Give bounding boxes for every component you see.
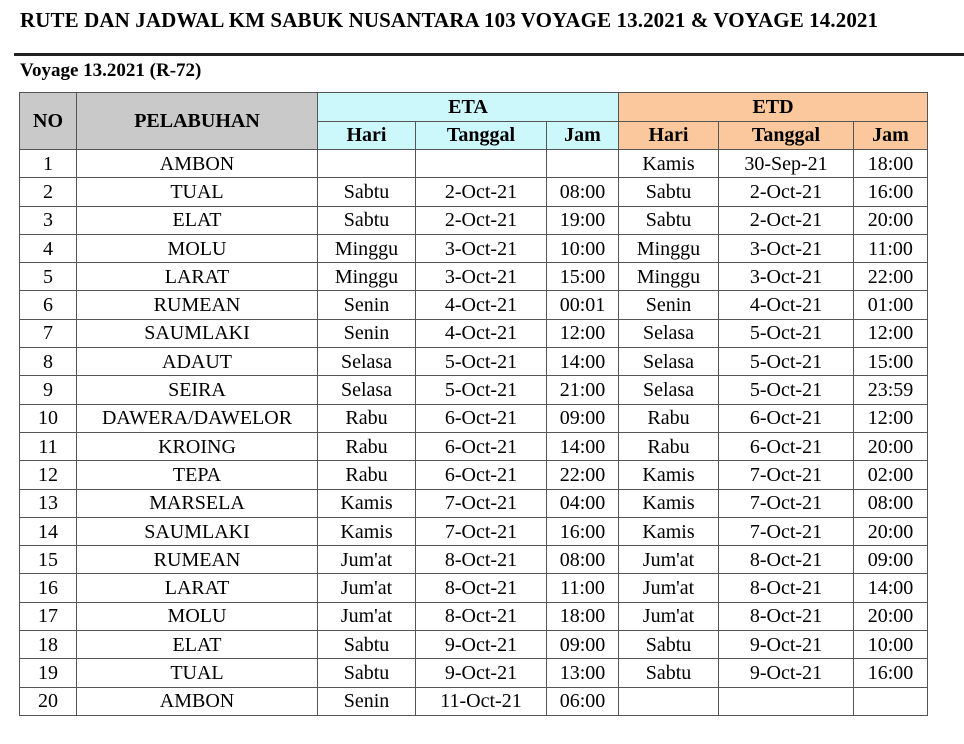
header-etd: ETD — [619, 93, 928, 122]
cell-eta-day: Selasa — [318, 376, 416, 404]
cell-eta-day: Sabtu — [318, 631, 416, 659]
table-row — [20, 517, 928, 545]
table-row — [20, 319, 928, 347]
cell-eta-date: 5-Oct-21 — [416, 348, 547, 376]
table-row — [20, 178, 928, 206]
table-row — [20, 602, 928, 630]
cell-etd-date: 7-Oct-21 — [719, 461, 854, 489]
table-row — [20, 348, 928, 376]
cell-port: AMBON — [77, 150, 318, 178]
cell-eta-date: 7-Oct-21 — [416, 489, 547, 517]
cell-etd-time: 02:00 — [854, 461, 928, 489]
cell-eta-day: Kamis — [318, 517, 416, 545]
cell-etd-day: Jum'at — [619, 574, 719, 602]
cell-eta-date: 7-Oct-21 — [416, 517, 547, 545]
cell-eta-time: 12:00 — [547, 319, 619, 347]
cell-eta-date: 2-Oct-21 — [416, 178, 547, 206]
cell-eta-day: Minggu — [318, 234, 416, 262]
cell-eta-day: Rabu — [318, 461, 416, 489]
cell-eta-date: 9-Oct-21 — [416, 659, 547, 687]
cell-etd-day: Sabtu — [619, 631, 719, 659]
cell-etd-date: 7-Oct-21 — [719, 489, 854, 517]
cell-eta-date: 8-Oct-21 — [416, 546, 547, 574]
cell-etd-day: Minggu — [619, 234, 719, 262]
cell-etd-day: Minggu — [619, 263, 719, 291]
cell-etd-date: 6-Oct-21 — [719, 404, 854, 432]
table-row — [20, 687, 928, 715]
cell-etd-date: 9-Oct-21 — [719, 659, 854, 687]
cell-etd-time: 16:00 — [854, 659, 928, 687]
header-etd-date: Tanggal — [719, 122, 854, 150]
cell-eta-date — [416, 150, 547, 178]
cell-eta-time: 10:00 — [547, 234, 619, 262]
cell-etd-time: 20:00 — [854, 602, 928, 630]
table-row — [20, 150, 928, 178]
cell-etd-date: 3-Oct-21 — [719, 263, 854, 291]
cell-no: 15 — [20, 546, 77, 574]
cell-port: ADAUT — [77, 348, 318, 376]
header-etd-time: Jam — [854, 122, 928, 150]
cell-etd-time: 12:00 — [854, 319, 928, 347]
cell-eta-time — [547, 150, 619, 178]
cell-eta-day: Jum'at — [318, 546, 416, 574]
cell-etd-time: 20:00 — [854, 517, 928, 545]
cell-port: TUAL — [77, 659, 318, 687]
cell-etd-day: Rabu — [619, 404, 719, 432]
cell-eta-date: 3-Oct-21 — [416, 234, 547, 262]
cell-etd-day: Jum'at — [619, 546, 719, 574]
cell-eta-day: Senin — [318, 687, 416, 715]
table-row — [20, 263, 928, 291]
cell-no: 6 — [20, 291, 77, 319]
cell-etd-time: 22:00 — [854, 263, 928, 291]
cell-eta-day: Senin — [318, 291, 416, 319]
cell-etd-date: 30-Sep-21 — [719, 150, 854, 178]
cell-eta-date: 4-Oct-21 — [416, 291, 547, 319]
cell-eta-day: Kamis — [318, 489, 416, 517]
header-eta-time: Jam — [547, 122, 619, 150]
cell-eta-date: 6-Oct-21 — [416, 404, 547, 432]
cell-eta-date: 2-Oct-21 — [416, 206, 547, 234]
schedule-body — [20, 150, 928, 716]
cell-etd-time: 10:00 — [854, 631, 928, 659]
header-port: PELABUHAN — [77, 93, 318, 150]
cell-etd-time: 20:00 — [854, 206, 928, 234]
cell-no: 13 — [20, 489, 77, 517]
cell-no: 19 — [20, 659, 77, 687]
cell-no: 17 — [20, 602, 77, 630]
cell-eta-day: Sabtu — [318, 206, 416, 234]
table-row — [20, 404, 928, 432]
cell-eta-time: 04:00 — [547, 489, 619, 517]
schedule-table — [19, 92, 928, 716]
cell-etd-time: 08:00 — [854, 489, 928, 517]
cell-no: 12 — [20, 461, 77, 489]
cell-eta-time: 08:00 — [547, 178, 619, 206]
table-row — [20, 234, 928, 262]
cell-no: 2 — [20, 178, 77, 206]
cell-etd-date: 2-Oct-21 — [719, 178, 854, 206]
table-row — [20, 659, 928, 687]
cell-etd-time: 01:00 — [854, 291, 928, 319]
cell-etd-day: Selasa — [619, 319, 719, 347]
cell-port: MOLU — [77, 602, 318, 630]
cell-port: ELAT — [77, 631, 318, 659]
cell-port: KROING — [77, 432, 318, 460]
cell-etd-time: 18:00 — [854, 150, 928, 178]
cell-eta-day: Jum'at — [318, 602, 416, 630]
cell-eta-date: 4-Oct-21 — [416, 319, 547, 347]
cell-eta-time: 08:00 — [547, 546, 619, 574]
cell-eta-day: Sabtu — [318, 178, 416, 206]
page-title: RUTE DAN JADWAL KM SABUK NUSANTARA 103 VOYAGE 13.2021 & VOYAGE 14.2021 — [20, 8, 879, 32]
header-eta-date: Tanggal — [416, 122, 547, 150]
cell-etd-time: 16:00 — [854, 178, 928, 206]
cell-etd-day: Sabtu — [619, 178, 719, 206]
cell-no: 3 — [20, 206, 77, 234]
cell-eta-date: 11-Oct-21 — [416, 687, 547, 715]
cell-etd-date: 6-Oct-21 — [719, 432, 854, 460]
cell-eta-day: Sabtu — [318, 659, 416, 687]
cell-etd-time: 20:00 — [854, 432, 928, 460]
cell-etd-day: Jum'at — [619, 602, 719, 630]
table-row — [20, 432, 928, 460]
cell-port: MOLU — [77, 234, 318, 262]
cell-eta-date: 5-Oct-21 — [416, 376, 547, 404]
cell-no: 1 — [20, 150, 77, 178]
cell-port: TUAL — [77, 178, 318, 206]
cell-eta-date: 8-Oct-21 — [416, 574, 547, 602]
cell-etd-day: Selasa — [619, 348, 719, 376]
cell-eta-time: 00:01 — [547, 291, 619, 319]
table-row — [20, 546, 928, 574]
cell-port: RUMEAN — [77, 546, 318, 574]
cell-eta-date: 8-Oct-21 — [416, 602, 547, 630]
table-row — [20, 489, 928, 517]
cell-eta-time: 15:00 — [547, 263, 619, 291]
cell-no: 5 — [20, 263, 77, 291]
cell-eta-day: Minggu — [318, 263, 416, 291]
cell-no: 18 — [20, 631, 77, 659]
cell-etd-date: 8-Oct-21 — [719, 546, 854, 574]
cell-etd-day: Kamis — [619, 461, 719, 489]
cell-eta-time: 16:00 — [547, 517, 619, 545]
cell-port: RUMEAN — [77, 291, 318, 319]
cell-etd-time: 23:59 — [854, 376, 928, 404]
cell-eta-day: Rabu — [318, 432, 416, 460]
cell-etd-time: 15:00 — [854, 348, 928, 376]
cell-no: 20 — [20, 687, 77, 715]
cell-eta-time: 11:00 — [547, 574, 619, 602]
cell-eta-day — [318, 150, 416, 178]
cell-eta-time: 19:00 — [547, 206, 619, 234]
cell-etd-date: 5-Oct-21 — [719, 319, 854, 347]
header-eta-day: Hari — [318, 122, 416, 150]
cell-etd-date: 5-Oct-21 — [719, 348, 854, 376]
cell-eta-time: 14:00 — [547, 348, 619, 376]
cell-no: 10 — [20, 404, 77, 432]
cell-eta-time: 09:00 — [547, 404, 619, 432]
header-eta: ETA — [318, 93, 619, 122]
cell-etd-date: 3-Oct-21 — [719, 234, 854, 262]
cell-port: LARAT — [77, 574, 318, 602]
table-row — [20, 206, 928, 234]
cell-etd-day: Rabu — [619, 432, 719, 460]
cell-port: MARSELA — [77, 489, 318, 517]
cell-port: ELAT — [77, 206, 318, 234]
cell-no: 16 — [20, 574, 77, 602]
cell-etd-date: 9-Oct-21 — [719, 631, 854, 659]
cell-etd-day: Senin — [619, 291, 719, 319]
cell-eta-day: Selasa — [318, 348, 416, 376]
cell-eta-date: 6-Oct-21 — [416, 432, 547, 460]
cell-eta-date: 3-Oct-21 — [416, 263, 547, 291]
cell-etd-time: 14:00 — [854, 574, 928, 602]
title-divider — [14, 53, 964, 56]
cell-etd-date: 4-Oct-21 — [719, 291, 854, 319]
cell-etd-day: Sabtu — [619, 659, 719, 687]
voyage-label: Voyage 13.2021 (R-72) — [20, 60, 202, 81]
cell-no: 14 — [20, 517, 77, 545]
cell-eta-day: Rabu — [318, 404, 416, 432]
cell-eta-day: Jum'at — [318, 574, 416, 602]
table-row — [20, 291, 928, 319]
cell-etd-day — [619, 687, 719, 715]
cell-no: 11 — [20, 432, 77, 460]
cell-port: TEPA — [77, 461, 318, 489]
cell-etd-date: 8-Oct-21 — [719, 602, 854, 630]
table-row — [20, 574, 928, 602]
header-etd-day: Hari — [619, 122, 719, 150]
cell-etd-date: 5-Oct-21 — [719, 376, 854, 404]
cell-no: 7 — [20, 319, 77, 347]
header-no: NO — [20, 93, 77, 150]
cell-etd-day: Sabtu — [619, 206, 719, 234]
cell-etd-time: 09:00 — [854, 546, 928, 574]
cell-eta-time: 22:00 — [547, 461, 619, 489]
cell-port: SAUMLAKI — [77, 517, 318, 545]
table-row — [20, 631, 928, 659]
cell-etd-time: 12:00 — [854, 404, 928, 432]
table-row — [20, 376, 928, 404]
cell-etd-date: 8-Oct-21 — [719, 574, 854, 602]
cell-port: LARAT — [77, 263, 318, 291]
cell-etd-day: Kamis — [619, 150, 719, 178]
table-row — [20, 461, 928, 489]
cell-port: SAUMLAKI — [77, 319, 318, 347]
cell-eta-time: 06:00 — [547, 687, 619, 715]
cell-no: 4 — [20, 234, 77, 262]
cell-eta-time: 18:00 — [547, 602, 619, 630]
cell-eta-time: 09:00 — [547, 631, 619, 659]
cell-etd-time — [854, 687, 928, 715]
cell-eta-time: 13:00 — [547, 659, 619, 687]
cell-eta-time: 14:00 — [547, 432, 619, 460]
cell-etd-day: Kamis — [619, 489, 719, 517]
cell-eta-date: 6-Oct-21 — [416, 461, 547, 489]
cell-eta-time: 21:00 — [547, 376, 619, 404]
cell-etd-day: Selasa — [619, 376, 719, 404]
cell-etd-day: Kamis — [619, 517, 719, 545]
cell-etd-date — [719, 687, 854, 715]
cell-eta-day: Senin — [318, 319, 416, 347]
cell-port: AMBON — [77, 687, 318, 715]
cell-port: DAWERA/DAWELOR — [77, 404, 318, 432]
cell-etd-date: 7-Oct-21 — [719, 517, 854, 545]
cell-etd-date: 2-Oct-21 — [719, 206, 854, 234]
cell-no: 9 — [20, 376, 77, 404]
cell-etd-time: 11:00 — [854, 234, 928, 262]
cell-eta-date: 9-Oct-21 — [416, 631, 547, 659]
cell-no: 8 — [20, 348, 77, 376]
cell-port: SEIRA — [77, 376, 318, 404]
